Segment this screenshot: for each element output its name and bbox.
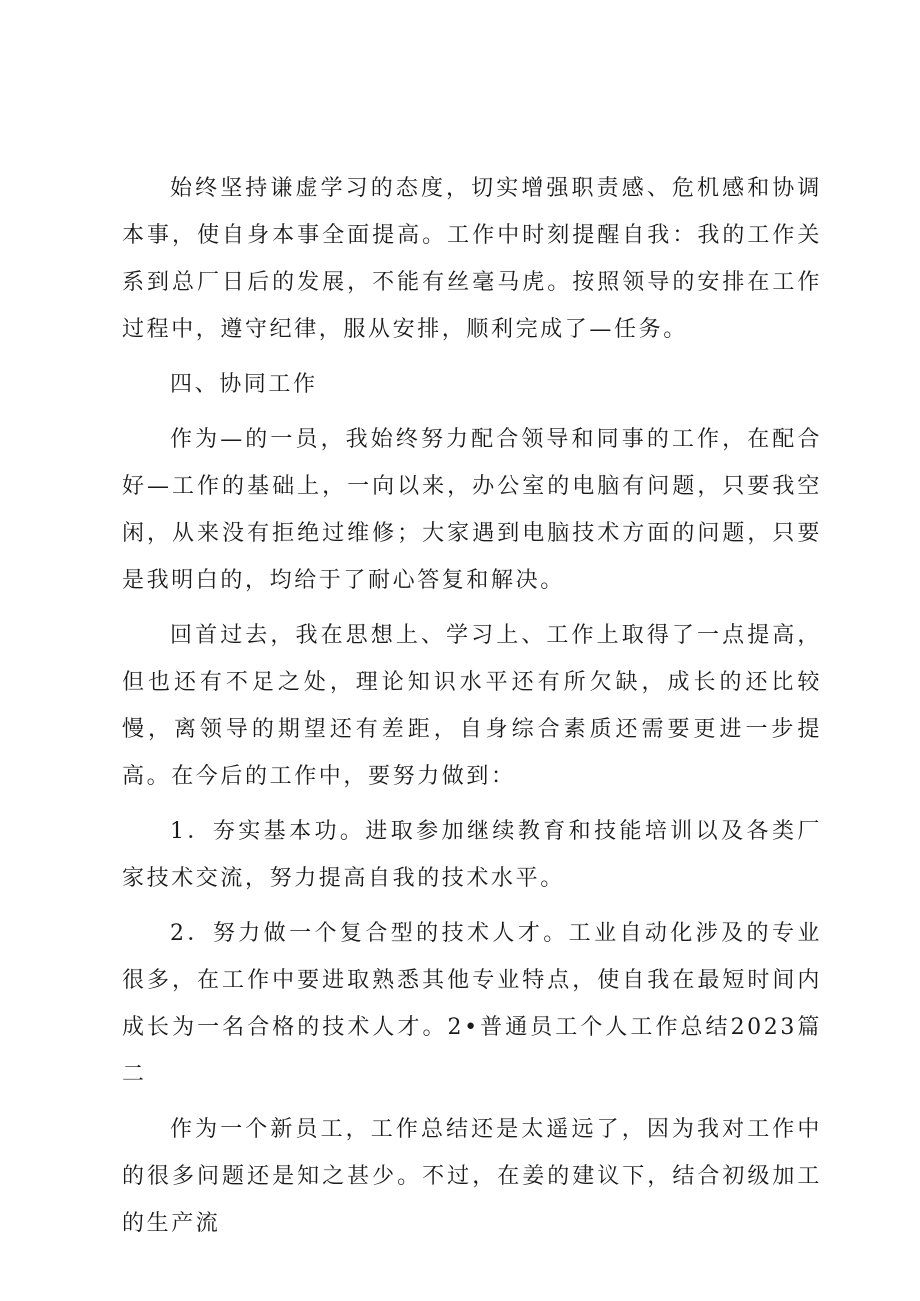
document-body <box>122 165 822 1255</box>
paragraph-goal-2: 2．努力做一个复合型的技术人才。工业自动化涉及的专业很多，在工作中要进取熟悉其他专业特点，使自我在最短时间内成长为一名合格的技术人才。2•普通员工个人工作总结2023篇二 <box>122 921 822 1087</box>
paragraph-attitude: 始终坚持谦虚学习的态度，切实增强职责感、危机感和协调本事，使自身本事全面提高。工作中时刻提醒自我：我的工作关系到总厂日后的发展，不能有丝毫马虎。按照领导的安排在工作过程中，遵守纪律，服从安排，顺利完成了—任务。 <box>122 176 822 342</box>
section-heading-cooperation: 四、协同工作 <box>170 372 318 397</box>
paragraph-review: 回首过去，我在思想上、学习上、工作上取得了一点提高，但也还有不足之处，理论知识水平还有所欠缺，成长的还比较慢，离领导的期望还有差距，自身综合素质还需要更进一步提高。在今后的工作中，要努力做到： <box>122 623 822 789</box>
paragraph-new-employee: 作为一个新员工，工作总结还是太遥远了，因为我对工作中的很多问题还是知之甚少。不过，在姜的建议下，结合初级加工的生产流 <box>122 1117 822 1236</box>
paragraph-goal-1: 1．夯实基本功。进取参加继续教育和技能培训以及各类厂家技术交流，努力提高自我的技术水平。 <box>122 819 822 891</box>
paragraph-cooperation: 作为—的一员，我始终努力配合领导和同事的工作，在配合好—工作的基础上，一向以来，办公室的电脑有问题，只要我空闲，从来没有拒绝过维修；大家遇到电脑技术方面的问题，只要是我明白的，均给于了耐心答复和解决。 <box>122 427 822 593</box>
